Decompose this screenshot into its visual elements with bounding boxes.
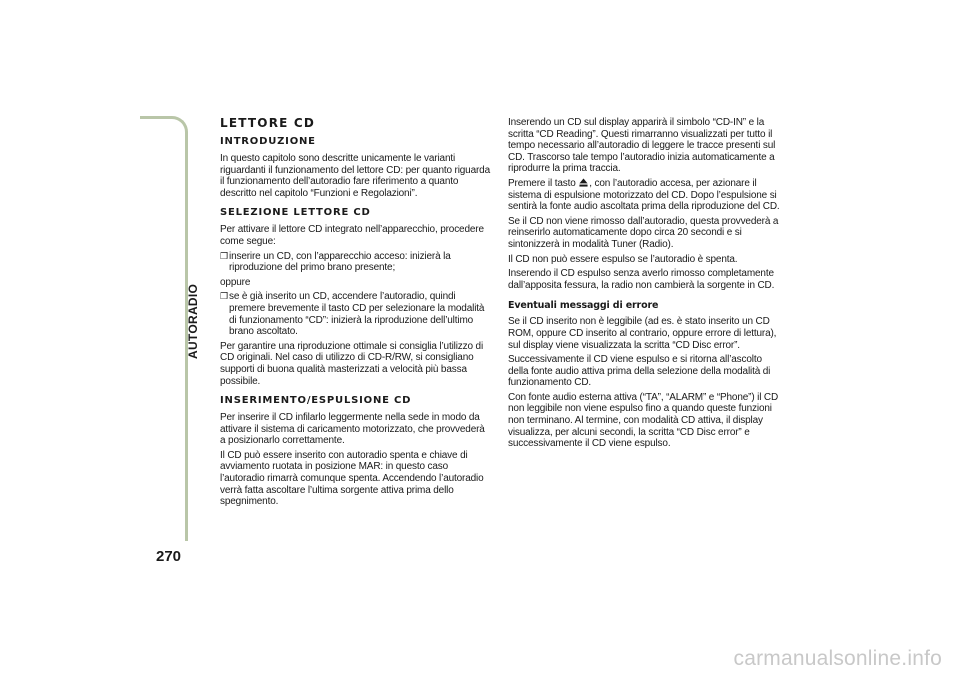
off-paragraph: Il CD non può essere espulso se l’autoradio è spenta.	[508, 253, 738, 265]
quality-paragraph: Per garantire una riproduzione ottimale si consiglia l’utilizzo di CD originali. Nel caso di utilizzo di CD-R/RW, si consigliano supporti di buona qualità masterizzati a velocità più bassa possibile.	[220, 340, 484, 387]
oppure-text: oppure	[220, 276, 251, 288]
checkbox-bullet-icon: ❒	[220, 250, 228, 261]
partial-eject-paragraph: Inserendo il CD espulso senza averlo rimosso completamente dall’apposita fessura, la radio non cambierà la sorgente in CD.	[508, 268, 775, 291]
selection-paragraph: Per attivare il lettore CD integrato nell’apparecchio, procedere come segue:	[220, 224, 484, 247]
bullet-text: se è già inserito un CD, accendere l’autoradio, quindi premere brevemente il tasto CD per selezionare la modalità di funzionamento “CD”: inizierà la riproduzione dell’ultimo brano ascoltato.	[229, 291, 485, 338]
cd-in-paragraph: Inserendo un CD sul display apparirà il simbolo “CD-IN” e la scritta “CD Reading”. Questi rimarranno visualizzati per tutto il tempo necessario all’autoradio di leggere le tracce presenti sul CD. Trascorso tale tempo l’autoradio inizia automaticamente a riprodurre la prima traccia.	[508, 117, 776, 175]
insert-paragraph-2: Il CD può essere inserito con autoradio spenta e chiave di avviamento ruotata in posizione MAR: in questo caso l’autoradio rimarrà comunque spenta. Accendendo l’autoradio verrà fatta ascoltare l’ultima sorgente attiva prima dello spegnimento.	[220, 449, 484, 508]
left-column	[220, 116, 492, 511]
intro-heading: INTRODUZIONE	[220, 136, 316, 147]
insert-paragraph-1: Per inserire il CD infilarlo leggermente nella sede in modo da attivare il sistema di caricamento motorizzato, che provvederà a posizionarlo correttamente.	[220, 412, 485, 447]
insert-heading: INSERIMENTO/ESPULSIONE CD	[220, 395, 412, 407]
intro-paragraph: In questo capitolo sono descritte unicamente le varianti riguardanti il funzionamento del lettore CD: per quanto riguarda il funzionamento dell’autoradio fare riferimento a quanto descritto nel capitolo “Funzioni e Regolazioni”.	[220, 153, 491, 199]
page-number: 270	[156, 548, 182, 565]
eject-icon	[579, 178, 588, 187]
eject-text-after: , con l’autoradio accesa, per azionare il sistema di espulsione motorizzato del CD. Dopo l’espulsione si sentirà la fonte audio ascoltata prima della riproduzione del CD.	[508, 177, 780, 213]
error-paragraph-2: Successivamente il CD viene espulso e si ritorna all’ascolto della fonte audio attiva prima della selezione della modalità di funzionamento CD.	[508, 354, 771, 389]
chapter-title: LETTORE CD	[220, 116, 316, 130]
checkbox-bullet-icon: ❒	[220, 291, 228, 302]
errors-heading: Eventuali messaggi di errore	[508, 300, 659, 312]
eject-text-before: Premere il tasto	[508, 177, 576, 189]
sidebar-frame	[140, 116, 188, 541]
error-paragraph-3: Con fonte audio esterna attiva (“TA”, “ALARM” e “Phone”) il CD non leggibile non viene espulso fino a quando queste funzioni non terminano. Al termine, con modalità CD attiva, il display visualizza, per alcuni secondi, la scritta “CD Disc error” e successivamente il CD viene espulso.	[508, 391, 779, 450]
bullet-item	[220, 251, 492, 274]
bullet-text: inserire un CD, con l’apparecchio acceso: inizierà la riproduzione del primo brano presente;	[229, 250, 451, 274]
reinsert-paragraph: Se il CD non viene rimosso dall’autoradio, questa provvederà a reinserirlo automaticamente dopo circa 20 secondi e si sintonizzerà in modalità Tuner (Radio).	[508, 215, 779, 250]
bullet-item	[220, 291, 492, 337]
right-column	[508, 117, 780, 453]
watermark: carmanualsonline.info	[733, 647, 942, 670]
selection-heading: SELEZIONE LETTORE CD	[220, 207, 371, 219]
section-label: AUTORADIO	[186, 283, 200, 359]
eject-paragraph	[508, 178, 780, 213]
error-paragraph-1: Se il CD inserito non è leggibile (ad es. è stato inserito un CD ROM, oppure CD inserito al contrario, oppure errore di lettura), sul display viene visualizzata la scritta “CD Disc error”.	[508, 316, 777, 351]
